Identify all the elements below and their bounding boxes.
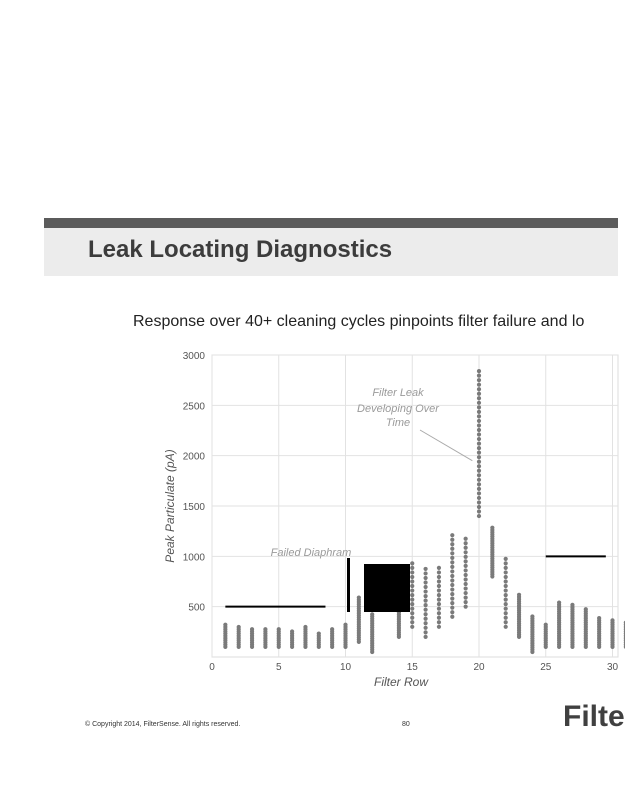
- data-column: [410, 561, 414, 629]
- data-point: [477, 469, 481, 473]
- annotation-leak-label: Filter Leak: [372, 387, 424, 399]
- data-point: [504, 584, 508, 588]
- data-point: [290, 629, 294, 633]
- data-point: [410, 625, 414, 629]
- data-point: [437, 625, 441, 629]
- data-point: [437, 598, 441, 602]
- copyright: © Copyright 2014, FilterSense. All rights reserved.: [85, 721, 241, 728]
- data-point: [410, 579, 414, 583]
- data-point: [424, 571, 428, 575]
- data-column: [343, 623, 347, 649]
- data-point: [477, 451, 481, 455]
- data-column: [277, 627, 281, 649]
- annotation-leak-label: Developing Over: [357, 403, 439, 415]
- data-point: [223, 623, 227, 627]
- data-point: [410, 570, 414, 574]
- x-tick-label: 0: [209, 662, 215, 673]
- x-tick-label: 25: [540, 662, 552, 673]
- x-tick-label: 30: [606, 662, 619, 673]
- redaction-block: [364, 564, 410, 612]
- data-point: [450, 560, 454, 564]
- data-point: [424, 599, 428, 603]
- data-point: [504, 616, 508, 620]
- chart-title: Response over 40+ cleaning cycles pinpoints filter failure and lo: [133, 313, 585, 330]
- data-point: [477, 401, 481, 405]
- data-point: [464, 550, 468, 554]
- data-point: [504, 593, 508, 597]
- data-point: [477, 478, 481, 482]
- data-point: [424, 612, 428, 616]
- data-point: [477, 383, 481, 387]
- data-point: [357, 596, 361, 600]
- data-point: [410, 561, 414, 565]
- data-point: [477, 419, 481, 423]
- x-tick-labels: [209, 662, 618, 673]
- data-point: [464, 559, 468, 563]
- data-point: [504, 561, 508, 565]
- data-point: [517, 593, 521, 597]
- data-column: [597, 616, 601, 649]
- data-column: [357, 596, 361, 644]
- data-point: [450, 569, 454, 573]
- page-number: 80: [402, 721, 410, 728]
- data-point: [424, 567, 428, 571]
- data-point: [477, 396, 481, 400]
- data-point: [477, 496, 481, 500]
- data-column: [584, 607, 588, 649]
- slide-title: Leak Locating Diagnostics: [88, 236, 393, 263]
- data-point: [477, 374, 481, 378]
- data-point: [424, 608, 428, 612]
- data-column: [330, 627, 334, 649]
- data-point: [450, 538, 454, 542]
- data-column: [530, 614, 534, 654]
- data-column: [517, 593, 521, 639]
- y-tick-label: 2500: [182, 401, 205, 413]
- data-point: [464, 568, 468, 572]
- data-point: [464, 537, 468, 541]
- data-point: [477, 410, 481, 414]
- data-column: [303, 625, 307, 649]
- data-point: [410, 584, 414, 588]
- data-point: [504, 566, 508, 570]
- data-point: [424, 635, 428, 639]
- data-point: [410, 602, 414, 606]
- data-point: [450, 542, 454, 546]
- data-point: [464, 600, 468, 604]
- redaction-bar: [347, 558, 350, 612]
- data-point: [477, 378, 481, 382]
- data-point: [464, 605, 468, 609]
- data-column: [317, 632, 321, 649]
- data-point: [477, 405, 481, 409]
- data-point: [477, 428, 481, 432]
- y-axis-label: Peak Particulate (pA): [163, 449, 177, 563]
- data-point: [317, 632, 321, 636]
- data-point: [424, 603, 428, 607]
- data-point: [410, 566, 414, 570]
- data-point: [477, 482, 481, 486]
- data-point: [437, 602, 441, 606]
- data-point: [477, 446, 481, 450]
- data-point: [410, 607, 414, 611]
- data-point: [477, 455, 481, 459]
- data-point: [477, 514, 481, 518]
- data-point: [464, 546, 468, 550]
- data-point: [437, 611, 441, 615]
- data-point: [477, 437, 481, 441]
- y-tick-label: 1500: [182, 502, 205, 513]
- data-point: [343, 623, 347, 627]
- data-point: [504, 579, 508, 583]
- data-point: [410, 616, 414, 620]
- data-point: [464, 582, 468, 586]
- data-point: [450, 574, 454, 578]
- data-point: [424, 617, 428, 621]
- data-point: [424, 576, 428, 580]
- data-point: [250, 627, 254, 631]
- data-point: [464, 591, 468, 595]
- data-point: [610, 618, 614, 622]
- data-point: [410, 575, 414, 579]
- data-column: [557, 601, 561, 649]
- data-point: [477, 432, 481, 436]
- data-point: [584, 607, 588, 611]
- data-point: [437, 579, 441, 583]
- data-point: [504, 602, 508, 606]
- data-column: [370, 612, 374, 654]
- brand-logo: Filte: [563, 700, 625, 733]
- data-point: [277, 627, 281, 631]
- data-point: [477, 441, 481, 445]
- data-point: [504, 575, 508, 579]
- data-point: [504, 557, 508, 561]
- data-point: [504, 570, 508, 574]
- data-point: [464, 573, 468, 577]
- data-point: [450, 565, 454, 569]
- data-point: [437, 570, 441, 574]
- data-point: [450, 601, 454, 605]
- data-point: [424, 580, 428, 584]
- data-point: [437, 593, 441, 597]
- data-point: [464, 596, 468, 600]
- data-point: [437, 575, 441, 579]
- data-point: [410, 598, 414, 602]
- data-point: [450, 592, 454, 596]
- data-point: [477, 392, 481, 396]
- data-point: [477, 414, 481, 418]
- y-tick-labels: [183, 351, 206, 614]
- data-point: [570, 603, 574, 607]
- data-point: [424, 585, 428, 589]
- data-point: [477, 464, 481, 468]
- data-point: [530, 614, 534, 618]
- data-point: [504, 607, 508, 611]
- data-point: [410, 588, 414, 592]
- y-tick-label: 3000: [182, 351, 205, 362]
- data-point: [424, 621, 428, 625]
- data-point: [437, 584, 441, 588]
- data-point: [424, 630, 428, 634]
- data-point: [464, 577, 468, 581]
- data-point: [450, 551, 454, 555]
- data-point: [450, 587, 454, 591]
- x-tick-label: 15: [406, 662, 418, 673]
- data-point: [450, 547, 454, 551]
- data-column: [223, 623, 227, 649]
- data-point: [370, 612, 374, 616]
- data-point: [504, 598, 508, 602]
- annotation-diaphram-label: Failed Diaphram: [270, 547, 352, 559]
- data-column: [490, 526, 494, 579]
- data-point: [477, 369, 481, 373]
- data-point: [504, 620, 508, 624]
- y-tick-label: 500: [188, 602, 205, 614]
- x-tick-label: 5: [275, 662, 282, 673]
- data-point: [544, 623, 548, 627]
- data-point: [450, 615, 454, 619]
- data-point: [464, 586, 468, 590]
- data-point: [464, 564, 468, 568]
- x-tick-label: 20: [473, 662, 485, 673]
- data-point: [437, 607, 441, 611]
- data-point: [303, 625, 307, 629]
- y-tick-label: 1000: [182, 552, 205, 564]
- data-point: [410, 611, 414, 615]
- data-column: [237, 625, 241, 649]
- data-point: [477, 423, 481, 427]
- data-point: [424, 589, 428, 593]
- data-point: [464, 541, 468, 545]
- data-point: [477, 387, 481, 391]
- data-point: [477, 505, 481, 509]
- data-column: [544, 623, 548, 649]
- data-point: [504, 625, 508, 629]
- data-point: [450, 533, 454, 537]
- data-point: [263, 627, 267, 631]
- data-point: [330, 627, 334, 631]
- data-point: [450, 610, 454, 614]
- data-point: [450, 597, 454, 601]
- data-point: [477, 491, 481, 495]
- data-point: [410, 620, 414, 624]
- data-point: [437, 620, 441, 624]
- data-point: [464, 555, 468, 559]
- data-point: [504, 611, 508, 615]
- data-point: [477, 460, 481, 464]
- data-point: [477, 509, 481, 513]
- data-point: [477, 500, 481, 504]
- data-point: [490, 526, 494, 530]
- data-column: [610, 618, 614, 649]
- y-tick-label: 2000: [182, 451, 205, 463]
- x-axis-label: Filter Row: [373, 675, 429, 689]
- data-column: [570, 603, 574, 649]
- data-column: [250, 627, 254, 649]
- data-point: [437, 566, 441, 570]
- data-column: [290, 629, 294, 649]
- data-point: [424, 594, 428, 598]
- annotation-leak-label: Time: [385, 417, 411, 429]
- data-point: [437, 616, 441, 620]
- data-point: [477, 487, 481, 491]
- data-point: [450, 606, 454, 610]
- data-point: [597, 616, 601, 620]
- data-point: [477, 473, 481, 477]
- data-point: [410, 593, 414, 597]
- data-point: [450, 583, 454, 587]
- data-point: [437, 588, 441, 592]
- data-point: [450, 578, 454, 582]
- data-point: [237, 625, 241, 629]
- data-point: [424, 626, 428, 630]
- data-point: [504, 588, 508, 592]
- data-point: [450, 556, 454, 560]
- data-column: [263, 627, 267, 649]
- data-point: [557, 601, 561, 605]
- x-tick-label: 10: [339, 662, 352, 673]
